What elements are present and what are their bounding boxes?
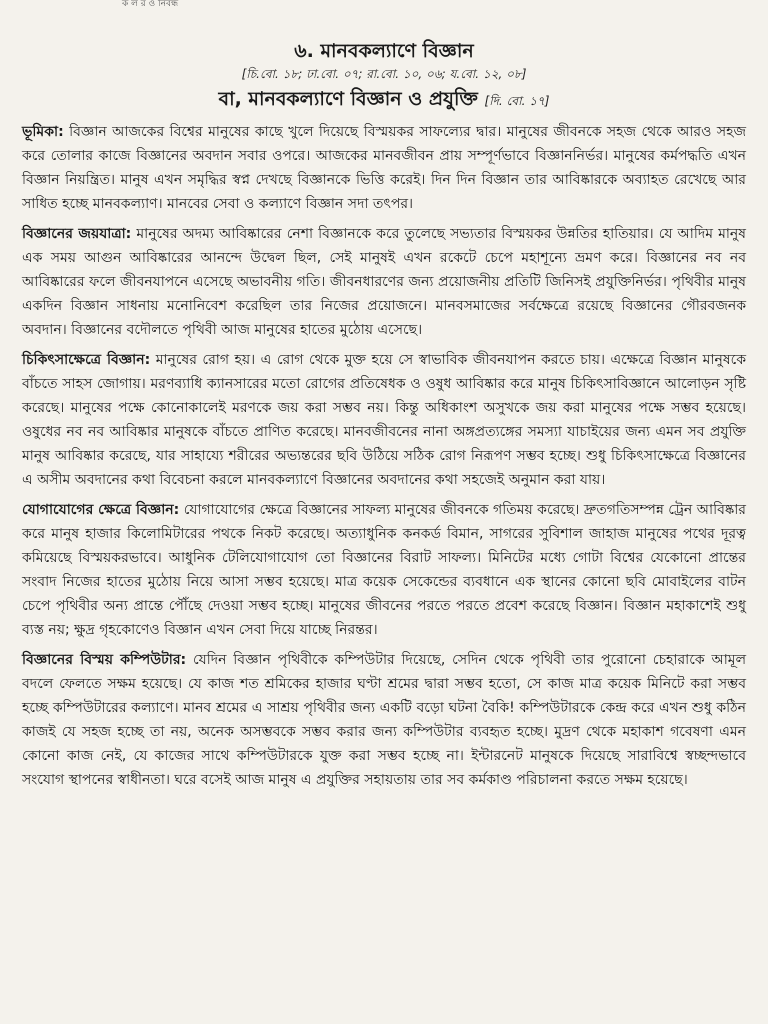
section-heading: বিজ্ঞানের বিস্ময় কম্পিউটার:: [22, 652, 187, 668]
section-heading: যোগাযোগের ক্ষেত্রে বিজ্ঞান:: [22, 502, 180, 518]
running-head: ক ল র ও নিবন্ধ: [122, 0, 179, 9]
section-heading: বিজ্ঞানের জয়যাত্রা:: [22, 226, 132, 242]
section-computer: [22, 648, 746, 792]
section-communication: [22, 498, 746, 642]
section-science-triumph: [22, 222, 746, 342]
section-heading: চিকিৎসাক্ষেত্রে বিজ্ঞান:: [22, 352, 151, 368]
section-medicine: [22, 348, 746, 492]
section-body: যেদিন বিজ্ঞান পৃথিবীকে কম্পিউটার দিয়েছে, সেদিন থেকে পৃথিবী তার পুরোনো চেহারাকে আমূল বদলে ফেলতে সক্ষম হয়েছে। যে কাজ শত শ্রমিকের হাজার ঘণ্টা শ্রমের দ্বারা সম্ভব হতো, সে কাজ মাত্র কয়েক মিনিটে করা সম্ভব হচ্ছে কম্পিউটারের কল্যাণে। মানব শ্রমের এ সাশ্রয় পৃথিবীর জন্য একটি বড়ো ঘটনা বৈকি! কম্পিউটারকে কেন্দ্র করে এখন শুধু কঠিন কাজই যে সহজ হচ্ছে তা নয়, অনেক অসম্ভবকে সম্ভব করার জন্য কম্পিউটার ব্যবহৃত হচ্ছে। মুদ্রণ থেকে মহাকাশ গবেষণা এমন কোনো কাজ নেই, যে কাজের সাথে কম্পিউটারকে যুক্ত করা সম্ভব হচ্ছে না। ইন্টারনেট মানুষকে দিয়েছে সারাবিশ্বে স্বচ্ছন্দভাবে সংযোগ স্থাপনের স্বাধীনতা। ঘরে বসেই আজ মানুষ এ প্রযুক্তির সহায়তায় তার সব কর্মকাণ্ড পরিচালনা করতে সক্ষম হয়েছে।: [22, 652, 747, 788]
page-subtitle: [22, 86, 746, 114]
subtitle-text: বা, মানবকল্যাণে বিজ্ঞান ও প্রযুক্তি: [218, 88, 478, 110]
section-introduction: [22, 120, 746, 216]
section-heading: ভূমিকা:: [22, 124, 64, 140]
subtitle-reference: [দি. বো. ১৭]: [484, 94, 550, 108]
page-title: ৬. মানবকল্যাণে বিজ্ঞান: [294, 40, 474, 62]
section-body: যোগাযোগের ক্ষেত্রে বিজ্ঞানের সাফল্য মানুষের জীবনকে গতিময় করেছে। দ্রুতগতিসম্পন্ন ট্রেন আবিষ্কার করে মানুষ হাজার কিলোমিটারের পথকে নিকট করেছে। অত্যাধুনিক কনকর্ড বিমান, সাগরের সুবিশাল জাহাজ মানুষের পথের দূরত্ব কমিয়েছে বিস্ময়করভাবে। আধুনিক টেলিযোগাযোগ তো বিজ্ঞানের বিরাট সাফল্য। মিনিটের মধ্যে গোটা বিশ্বের যেকোনো প্রান্তের সংবাদ নিজের হাতের মুঠোয় নিয়ে আসা সম্ভব হয়েছে। মাত্র কয়েক সেকেন্ডের ব্যবধানে এক স্থানের কোনো ছবি মোবাইলের বাটন চেপে পৃথিবীর অন্য প্রান্তে পৌঁছে দেওয়া সম্ভব হচ্ছে। মানুষের জীবনের পরতে পরতে প্রবেশ করেছে বিজ্ঞান। বিজ্ঞান মহাকাশেই শুধু ব্যস্ত নয়; ক্ষুদ্র গৃহকোণেও বিজ্ঞান এখন সেবা দিয়ে যাচ্ছে নিরন্তর।: [22, 502, 746, 638]
section-body: মানুষের অদম্য আবিষ্কারের নেশা বিজ্ঞানকে করে তুলেছে সভ্যতার বিস্ময়কর উন্নতির হাতিয়ার। যে আদিম মানুষ এক সময় আগুন আবিষ্কারের আনন্দে উদ্বেল ছিল, সেই মানুষই এখন রকেটে চেপে মহাশূন্যে ভ্রমণ করে। বিজ্ঞানের নব নব আবিষ্কারের ফলে জীবনযাপনে এসেছে অভাবনীয় গতি। জীবনধারণের জন্য প্রয়োজনীয় প্রতিটি জিনিসই প্রযুক্তিনির্ভর। পৃথিবীর মানুষ একদিন বিজ্ঞান সাধনায় মনোনিবেশ করেছিল তার নিজের প্রয়োজনে। মানবসমাজের সর্বক্ষেত্রে রয়েছে বিজ্ঞানের গৌরবজনক অবদান। বিজ্ঞানের বদৌলতে পৃথিবী আজ মানুষের হাতের মুঠোয় এসেছে।: [22, 226, 747, 338]
section-body: মানুষের রোগ হয়। এ রোগ থেকে মুক্ত হয়ে সে স্বাভাবিক জীবনযাপন করতে চায়। এক্ষেত্রে বিজ্ঞান মানুষকে বাঁচতে সাহস জোগায়। মরণব্যাধি ক্যানসারের মতো রোগের প্রতিষেধক ও ওষুধ আবিষ্কার করে মানুষ চিকিৎসাবিজ্ঞানে আলোড়ন সৃষ্টি করেছে। মানুষের পক্ষে কোনোকালেই মরণকে জয় করা সম্ভব নয়। কিন্তু অধিকাংশ অসুখকে জয় করা মানুষের পক্ষে সম্ভব হয়েছে। ওষুধের নব নব আবিষ্কার মানুষকে বাঁচতে প্রাণিত করেছে। মানবজীবনের নানা অঙ্গপ্রত্যঙ্গের সমস্যা যাচাইয়ের জন্য এমন সব প্রযুক্তি মানুষ আবিষ্কার করেছে, যার সাহায্যে শরীরের অভ্যন্তরের ছবি উঠিয়ে সঠিক রোগ নিরূপণ সম্ভব হচ্ছে। শুধু চিকিৎসাক্ষেত্রে বিজ্ঞানের এ অসীম অবদানের কথা বিবেচনা করলে মানবকল্যাণে বিজ্ঞানের অবদানের কথা সহজেই অনুমান করা যায়।: [22, 352, 746, 488]
board-references: [চি.বো. ১৮; ঢা.বো. ০৭; রা.বো. ১০, ০৬; য.বো. ১২, ০৮]: [241, 67, 527, 81]
section-body: বিজ্ঞান আজকের বিশ্বের মানুষের কাছে খুলে দিয়েছে বিস্ময়কর সাফল্যের দ্বার। মানুষের জীবনকে সহজ থেকে আরও সহজ করে তোলার কাজে বিজ্ঞানের অবদান সবার ওপরে। আজকের মানবজীবন প্রায় সম্পূর্ণভাবে বিজ্ঞাননির্ভর। মানুষের কর্মপদ্ধতি এখন বিজ্ঞান নিয়ন্ত্রিত। মানুষ এখন সমৃদ্ধির স্বপ্ন দেখছে বিজ্ঞানকে ভিত্তি করেই। দিন দিন বিজ্ঞান তার আবিষ্কারকে অব্যাহত রেখেছে আর সাধিত হচ্ছে মানবকল্যাণ। মানবের সেবা ও কল্যাণে বিজ্ঞান সদা তৎপর।: [22, 124, 747, 212]
